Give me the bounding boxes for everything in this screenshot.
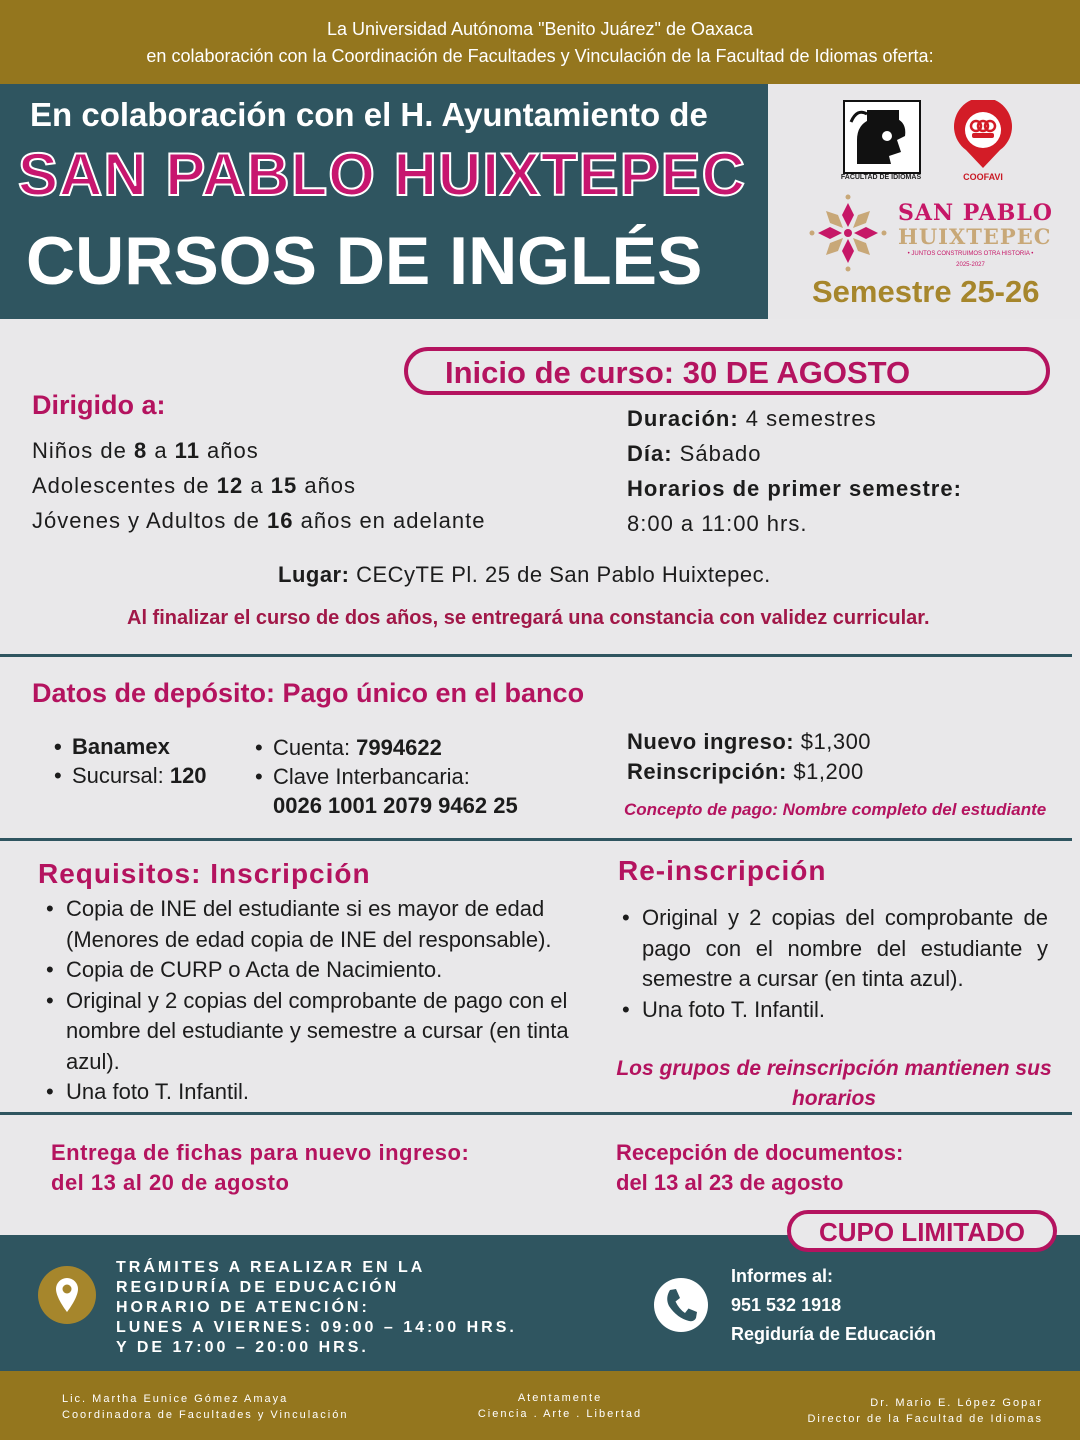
groups-note: Los grupos de reinscripción mantienen sus horarios xyxy=(616,1057,1052,1110)
branch-line xyxy=(72,763,207,789)
san-pablo-flower-logo xyxy=(808,193,888,273)
reenrollment-heading: Re-inscripción xyxy=(618,855,827,886)
documents-value: del 13 al 23 de agosto xyxy=(616,1170,844,1195)
audience-row xyxy=(32,473,356,499)
reenrollment-list xyxy=(614,903,1048,1025)
re-fee-line xyxy=(627,759,864,785)
branch-label: Sucursal: xyxy=(72,763,170,788)
contact-phone: 951 532 1918 xyxy=(731,1295,842,1315)
audience-text: años xyxy=(297,473,357,498)
start-date-pill xyxy=(404,347,1050,395)
account-value: 7994622 xyxy=(356,735,442,760)
age-max: 15 xyxy=(270,473,298,498)
clabe-label: • Clave Interbancaria: xyxy=(273,764,470,790)
new-fee-line xyxy=(627,729,871,755)
age-min: 16 xyxy=(267,508,294,533)
san-pablo-logo-line1: SAN PABLO xyxy=(898,200,1053,226)
requirements-list xyxy=(38,894,590,1108)
procedures-line: HORARIO DE ATENCIÓN: xyxy=(116,1299,370,1316)
divider xyxy=(0,654,1072,657)
audience-heading: Dirigido a: xyxy=(32,390,166,420)
bank-name: • Banamex xyxy=(72,734,170,760)
contact-office: Regiduría de Educación xyxy=(731,1324,937,1344)
audience-text: años en adelante xyxy=(293,508,486,533)
audience-text: Niños de xyxy=(32,438,134,463)
certificate-note: Al finalizar el curso de dos años, se entregará una constancia con validez curricular. xyxy=(127,607,930,629)
procedures-line: LUNES A VIERNES: 09:00 – 14:00 HRS. xyxy=(116,1319,517,1336)
day-label: Día: xyxy=(627,441,673,466)
age-max: 11 xyxy=(174,438,200,463)
duration-value: 4 semestres xyxy=(738,406,877,431)
schedule-value: 8:00 a 11:00 hrs. xyxy=(627,511,808,536)
contact-info xyxy=(731,1262,936,1349)
signature-role: Director de la Facultad de Idiomas xyxy=(807,1413,1043,1425)
signature-closing: Atentamente xyxy=(517,1392,603,1404)
limited-spots-pill xyxy=(787,1210,1057,1252)
tokens-dates xyxy=(51,1138,469,1198)
new-fee-label: Nuevo ingreso: xyxy=(627,729,795,754)
phone-icon xyxy=(654,1278,708,1332)
signature-role: Coordinadora de Facultades y Vinculación xyxy=(62,1409,349,1421)
contact-label: Informes al: xyxy=(731,1266,834,1286)
coofavi-logo xyxy=(952,100,1014,170)
signature-motto: Ciencia . Arte . Libertad xyxy=(477,1408,643,1420)
course-title: CURSOS DE INGLÉS xyxy=(26,223,703,299)
age-min: 12 xyxy=(216,473,244,498)
top-banner-line2: en colaboración con la Coordinación de Facultades y Vinculación de la Facultad de Idiomas oferta: xyxy=(146,46,934,66)
place-line xyxy=(278,562,771,588)
list-item: • Una foto T. Infantil. xyxy=(614,995,1048,1026)
audience-text: Adolescentes de xyxy=(32,473,217,498)
start-date-text: Inicio de curso: 30 DE AGOSTO xyxy=(445,355,911,390)
divider xyxy=(0,1112,1072,1115)
coofavi-label: COOFAVI xyxy=(963,172,1003,182)
place-label: Lugar: xyxy=(278,562,350,587)
top-banner xyxy=(0,0,1080,84)
audience-text: a xyxy=(147,438,175,463)
audience-text: Jóvenes y Adultos de xyxy=(32,508,268,533)
audience-text: años xyxy=(199,438,259,463)
audience-row xyxy=(32,508,485,534)
duration-label: Duración: xyxy=(627,406,739,431)
procedures-line: Y DE 17:00 – 20:00 HRS. xyxy=(116,1339,369,1356)
procedures-line: TRÁMITES A REALIZAR EN LA xyxy=(116,1259,426,1276)
place-value: CECyTE Pl. 25 de San Pablo Huixtepec. xyxy=(349,562,771,587)
collab-text: En colaboración con el H. Ayuntamiento de xyxy=(30,96,708,133)
right-signature xyxy=(760,1395,1043,1427)
documents-label: Recepción de documentos: xyxy=(616,1140,904,1165)
list-item: • Original y 2 copias del comprobante de pago con el nombre del estudiante y semestre a cursar (en tinta azul). xyxy=(614,903,1048,995)
day-line xyxy=(627,441,762,467)
list-item: • Una foto T. Infantil. xyxy=(38,1077,590,1108)
list-item: • Copia de CURP o Acta de Nacimiento. xyxy=(38,955,590,986)
branch-value: 120 xyxy=(169,763,207,788)
list-item: • Original y 2 copias del comprobante de pago con el nombre del estudiante y semestre a cursar (en tinta azul). xyxy=(38,986,590,1078)
account-label: Cuenta: xyxy=(273,735,357,760)
duration-line xyxy=(627,406,877,432)
schedule-label: Horarios de primer semestre: xyxy=(627,476,962,501)
municipality-title: SAN PABLO HUIXTEPEC xyxy=(18,141,746,208)
new-fee-value: $1,300 xyxy=(794,729,872,754)
requirements-heading: Requisitos: Inscripción xyxy=(38,858,371,889)
deposit-heading: Datos de depósito: Pago único en el banco xyxy=(32,678,585,708)
re-fee-value: $1,200 xyxy=(786,759,864,784)
facultad-idiomas-logo xyxy=(843,100,921,182)
top-banner-line1: La Universidad Autónoma "Benito Juárez" de Oaxaca xyxy=(326,19,754,39)
audience-text: a xyxy=(243,473,271,498)
semester-label: Semestre 25-26 xyxy=(812,274,1040,309)
san-pablo-logo-tagline: • JUNTOS CONSTRUIMOS OTRA HISTORIA • xyxy=(907,251,1034,257)
account-line xyxy=(273,735,442,761)
list-item: • Copia de INE del estudiante si es mayor de edad (Menores de edad copia de INE del responsable). xyxy=(38,894,590,955)
san-pablo-logo-line2: HUIXTEPEC xyxy=(898,224,1052,249)
re-fee-label: Reinscripción: xyxy=(627,759,787,784)
day-value: Sábado xyxy=(672,441,762,466)
facultad-idiomas-label: FACULTAD DE IDIOMAS xyxy=(840,174,922,181)
map-pin-icon xyxy=(38,1266,96,1324)
procedures-line: REGIDURÍA DE EDUCACIÓN xyxy=(116,1279,400,1296)
divider xyxy=(0,838,1072,841)
payment-concept: Concepto de pago: Nombre completo del estudiante xyxy=(624,800,1047,819)
tokens-value: del 13 al 20 de agosto xyxy=(51,1170,290,1195)
signature-name: Lic. Martha Eunice Gómez Amaya xyxy=(62,1393,289,1405)
documents-dates xyxy=(616,1138,903,1198)
limited-spots-text: CUPO LIMITADO xyxy=(818,1217,1026,1247)
san-pablo-logo-years: 2025-2027 xyxy=(956,262,985,268)
tokens-label: Entrega de fichas para nuevo ingreso: xyxy=(51,1140,470,1165)
audience-row xyxy=(32,438,259,464)
clabe-value: 0026 1001 2079 9462 25 xyxy=(273,793,518,818)
center-signature xyxy=(440,1390,680,1422)
procedures-info xyxy=(116,1258,517,1358)
signature-name: Dr. Mario E. López Gopar xyxy=(870,1397,1043,1409)
left-signature xyxy=(62,1391,348,1423)
age-min: 8 xyxy=(133,438,148,463)
